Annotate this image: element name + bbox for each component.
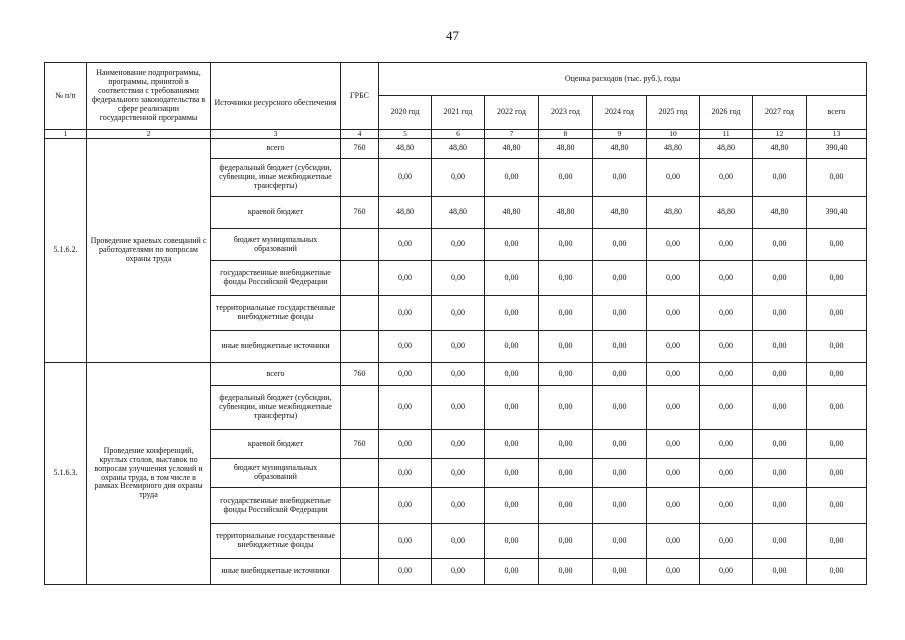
column-number: 12: [753, 130, 807, 139]
year-value: 0,00: [539, 331, 593, 363]
year-value: 0,00: [647, 159, 700, 197]
header-year: 2022 год: [485, 96, 539, 130]
header-year: 2025 год: [647, 96, 700, 130]
funding-source: бюджет муниципальных образований: [211, 229, 341, 261]
header-col-source: [211, 63, 341, 130]
year-value: 0,00: [647, 261, 700, 296]
year-value: 0,00: [647, 386, 700, 430]
year-value: 0,00: [700, 296, 753, 331]
header-year: 2024 год: [593, 96, 647, 130]
column-number: 9: [593, 130, 647, 139]
column-number: 11: [700, 130, 753, 139]
year-value: 48,80: [432, 197, 485, 229]
year-value: 0,00: [647, 430, 700, 459]
year-value: 0,00: [593, 159, 647, 197]
funding-source: всего: [211, 139, 341, 159]
year-value: 0,00: [700, 229, 753, 261]
year-value: 0,00: [485, 296, 539, 331]
year-value: 0,00: [379, 363, 432, 386]
funding-source: государственные внебюджетные фонды Российской Федерации: [211, 488, 341, 524]
year-value: 0,00: [647, 559, 700, 585]
column-number: 3: [211, 130, 341, 139]
column-number: 1: [45, 130, 87, 139]
year-value: 0,00: [539, 229, 593, 261]
year-value: 0,00: [379, 261, 432, 296]
year-value: 0,00: [379, 488, 432, 524]
year-value: 0,00: [647, 331, 700, 363]
year-value: 0,00: [379, 331, 432, 363]
year-value: 0,00: [753, 261, 807, 296]
total-value: 0,00: [807, 488, 867, 524]
funding-source: бюджет муниципальных образований: [211, 459, 341, 488]
year-value: 0,00: [379, 430, 432, 459]
year-value: 0,00: [539, 559, 593, 585]
year-value: 0,00: [700, 363, 753, 386]
year-value: 0,00: [539, 261, 593, 296]
year-value: 48,80: [432, 139, 485, 159]
year-value: 0,00: [593, 559, 647, 585]
year-value: 0,00: [432, 459, 485, 488]
year-value: 0,00: [379, 524, 432, 559]
year-value: 0,00: [539, 386, 593, 430]
item-name: Проведение краевых совещаний с работодателями по вопросам охраны труда: [87, 139, 211, 363]
grbs-code: [341, 524, 379, 559]
year-value: 0,00: [593, 331, 647, 363]
funding-source: федеральный бюджет (субсидии, субвенции, иные межбюджетные трансферты): [211, 159, 341, 197]
year-value: 0,00: [753, 488, 807, 524]
year-value: 0,00: [700, 430, 753, 459]
total-value: 0,00: [807, 430, 867, 459]
year-value: 48,80: [593, 197, 647, 229]
grbs-code: [341, 488, 379, 524]
year-value: 0,00: [647, 296, 700, 331]
year-value: 0,00: [647, 229, 700, 261]
grbs-code: [341, 559, 379, 585]
header-year: 2020 год: [379, 96, 432, 130]
column-number: 7: [485, 130, 539, 139]
year-value: 0,00: [379, 386, 432, 430]
year-value: 0,00: [647, 363, 700, 386]
year-value: 48,80: [753, 197, 807, 229]
total-value: 0,00: [807, 159, 867, 197]
grbs-code: 760: [341, 363, 379, 386]
total-value: 390,40: [807, 197, 867, 229]
year-value: 0,00: [379, 459, 432, 488]
year-value: 0,00: [593, 386, 647, 430]
year-value: 0,00: [753, 524, 807, 559]
year-value: 48,80: [647, 139, 700, 159]
year-value: 0,00: [593, 229, 647, 261]
year-value: 0,00: [432, 488, 485, 524]
year-value: 0,00: [753, 559, 807, 585]
year-value: 0,00: [432, 331, 485, 363]
year-value: 0,00: [700, 559, 753, 585]
year-value: 48,80: [539, 197, 593, 229]
year-value: 0,00: [647, 488, 700, 524]
total-value: 0,00: [807, 229, 867, 261]
year-value: 0,00: [432, 386, 485, 430]
grbs-code: 760: [341, 139, 379, 159]
year-value: 0,00: [753, 229, 807, 261]
year-value: 0,00: [432, 296, 485, 331]
year-value: 0,00: [753, 331, 807, 363]
column-number: 6: [432, 130, 485, 139]
year-value: 48,80: [700, 139, 753, 159]
year-value: 0,00: [539, 488, 593, 524]
year-value: 0,00: [753, 386, 807, 430]
funding-source: территориальные государственные внебюджетные фонды: [211, 296, 341, 331]
total-value: 0,00: [807, 296, 867, 331]
column-number: 4: [341, 130, 379, 139]
year-value: 0,00: [432, 363, 485, 386]
grbs-code: [341, 261, 379, 296]
year-value: 0,00: [593, 296, 647, 331]
year-value: 0,00: [753, 430, 807, 459]
grbs-code: [341, 386, 379, 430]
funding-source: федеральный бюджет (субсидии, субвенции, иные межбюджетные трансферты): [211, 386, 341, 430]
year-value: 0,00: [753, 363, 807, 386]
year-value: 0,00: [753, 296, 807, 331]
year-value: 0,00: [593, 524, 647, 559]
year-value: 0,00: [432, 524, 485, 559]
grbs-code: [341, 229, 379, 261]
table-row: [45, 139, 867, 159]
year-value: 0,00: [700, 459, 753, 488]
item-name: Проведение конференций, круглых столов, выставок по вопросам улучшения условий и охраны труда, в том числе в рамках Всемирного дня охраны труда: [87, 363, 211, 585]
year-value: 0,00: [593, 430, 647, 459]
year-value: 0,00: [432, 559, 485, 585]
year-value: 0,00: [485, 331, 539, 363]
total-value: 0,00: [807, 524, 867, 559]
header-year: 2021 год: [432, 96, 485, 130]
total-value: 390,40: [807, 139, 867, 159]
year-value: 0,00: [700, 159, 753, 197]
total-value: 0,00: [807, 559, 867, 585]
year-value: 0,00: [379, 229, 432, 261]
funding-source: краевой бюджет: [211, 430, 341, 459]
header-col-estimate: Оценка расходов (тыс. руб.), годы: [379, 63, 867, 96]
column-number: 5: [379, 130, 432, 139]
header-year: 2026 год: [700, 96, 753, 130]
year-value: 0,00: [700, 261, 753, 296]
year-value: 0,00: [700, 488, 753, 524]
year-value: 0,00: [432, 261, 485, 296]
year-value: 0,00: [432, 430, 485, 459]
year-value: 0,00: [593, 488, 647, 524]
grbs-code: 760: [341, 430, 379, 459]
year-value: 0,00: [379, 559, 432, 585]
total-value: 0,00: [807, 363, 867, 386]
item-code: 5.1.6.2.: [45, 139, 87, 363]
year-value: 0,00: [593, 459, 647, 488]
year-value: 48,80: [485, 139, 539, 159]
year-value: 0,00: [485, 430, 539, 459]
header-year: 2027 год: [753, 96, 807, 130]
grbs-code: [341, 459, 379, 488]
page-number: 47: [446, 28, 459, 43]
grbs-code: [341, 331, 379, 363]
funding-source: территориальные государственные внебюджетные фонды: [211, 524, 341, 559]
year-value: 0,00: [539, 430, 593, 459]
year-value: 0,00: [539, 363, 593, 386]
year-value: 0,00: [753, 159, 807, 197]
year-value: 48,80: [539, 139, 593, 159]
total-value: 0,00: [807, 459, 867, 488]
total-value: 0,00: [807, 261, 867, 296]
funding-source: всего: [211, 363, 341, 386]
column-number: 10: [647, 130, 700, 139]
year-value: 0,00: [647, 459, 700, 488]
year-value: 0,00: [485, 559, 539, 585]
year-value: 0,00: [485, 488, 539, 524]
grbs-code: 760: [341, 197, 379, 229]
year-value: 0,00: [485, 363, 539, 386]
header-year: всего: [807, 96, 867, 130]
year-value: 0,00: [432, 159, 485, 197]
year-value: 0,00: [485, 524, 539, 559]
year-value: 48,80: [379, 139, 432, 159]
table-row: [45, 363, 867, 386]
year-value: 48,80: [379, 197, 432, 229]
year-value: 0,00: [539, 296, 593, 331]
year-value: 48,80: [485, 197, 539, 229]
year-value: 0,00: [485, 261, 539, 296]
funding-source: иные внебюджетные источники: [211, 559, 341, 585]
year-value: 48,80: [753, 139, 807, 159]
year-value: 48,80: [593, 139, 647, 159]
year-value: 0,00: [539, 159, 593, 197]
funding-source: краевой бюджет: [211, 197, 341, 229]
year-value: 0,00: [379, 296, 432, 331]
header-col-name: Наименование подпрограммы, программы, принятой в соответствии с требованиями федерального законодательства в сфере реализации государственной программы: [87, 63, 211, 130]
total-value: 0,00: [807, 331, 867, 363]
year-value: 0,00: [647, 524, 700, 559]
funding-source: государственные внебюджетные фонды Российской Федерации: [211, 261, 341, 296]
year-value: 0,00: [700, 386, 753, 430]
header-col-source-label: Источники ресурсного обеспечения: [214, 97, 337, 107]
column-number: 2: [87, 130, 211, 139]
year-value: 0,00: [485, 459, 539, 488]
year-value: 0,00: [593, 363, 647, 386]
year-value: 0,00: [700, 524, 753, 559]
header-col-num: № п/п: [45, 63, 87, 130]
year-value: 0,00: [485, 159, 539, 197]
year-value: 0,00: [379, 159, 432, 197]
budget-table: [44, 62, 867, 585]
column-number: 13: [807, 130, 867, 139]
year-value: 48,80: [700, 197, 753, 229]
item-code: 5.1.6.3.: [45, 363, 87, 585]
column-number: 8: [539, 130, 593, 139]
total-value: 0,00: [807, 386, 867, 430]
grbs-code: [341, 296, 379, 331]
year-value: 0,00: [753, 459, 807, 488]
year-value: 0,00: [539, 459, 593, 488]
header-year: 2023 год: [539, 96, 593, 130]
year-value: 0,00: [485, 229, 539, 261]
year-value: 0,00: [539, 524, 593, 559]
header-col-grbs: ГРБС: [341, 63, 379, 130]
year-value: 0,00: [485, 386, 539, 430]
year-value: 0,00: [700, 331, 753, 363]
year-value: 0,00: [432, 229, 485, 261]
table-header: [45, 63, 867, 139]
grbs-code: [341, 159, 379, 197]
table-body: [45, 139, 867, 585]
year-value: 48,80: [647, 197, 700, 229]
year-value: 0,00: [593, 261, 647, 296]
funding-source: иные внебюджетные источники: [211, 331, 341, 363]
